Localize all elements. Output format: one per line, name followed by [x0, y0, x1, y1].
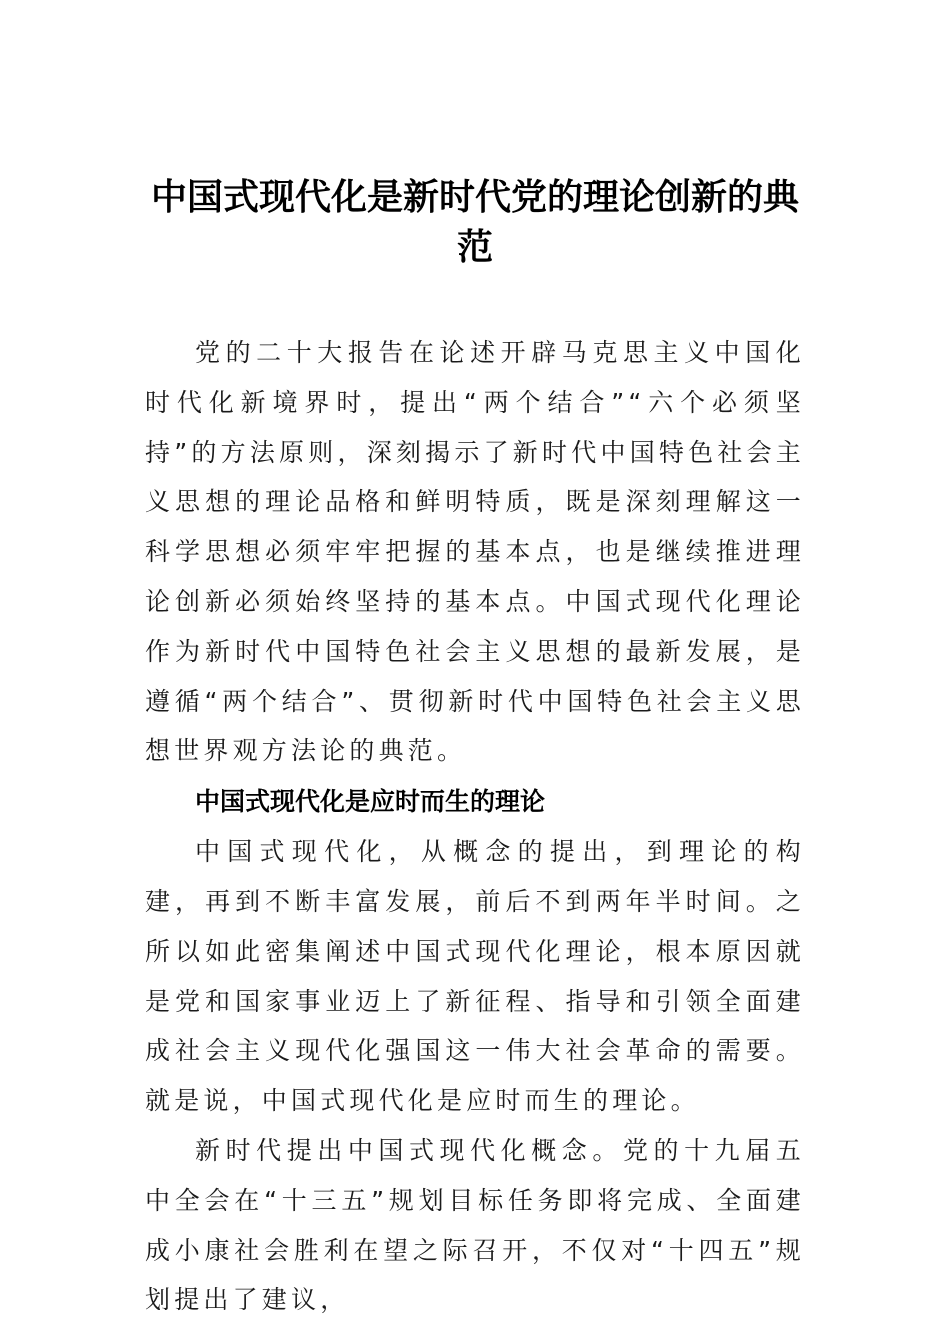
document-title: 中国式现代化是新时代党的理论创新的典范	[150, 176, 799, 268]
section-paragraph-2: 新时代提出中国式现代化概念。党的十九届五中全会在“十三五”规划目标任务即将完成、全面建成小康社会胜利在望之际召开，不仅对“十四五”规划提出了建议，	[145, 1135, 805, 1315]
section-heading: 中国式现代化是应时而生的理论	[195, 787, 546, 817]
intro-paragraph: 党的二十大报告在论述开辟马克思主义中国化时代化新境界时，提出“两个结合”“六个必须坚持”的方法原则，深刻揭示了新时代中国特色社会主义思想的理论品格和鲜明特质，既是深刻理解这一科学思想必须牢牢把握的基本点，也是继续推进理论创新必须始终坚持的基本点。中国式现代化理论作为新时代中国特色社会主义思想的最新发展，是遵循“两个结合”、贯彻新时代中国特色社会主义思想世界观方法论的典范。	[145, 338, 805, 766]
section-paragraph-1: 中国式现代化，从概念的提出，到理论的构建，再到不断丰富发展，前后不到两年半时间。之所以如此密集阐述中国式现代化理论，根本原因就是党和国家事业迈上了新征程、指导和引领全面建成社会主义现代化强国这一伟大社会革命的需要。就是说，中国式现代化是应时而生的理论。	[145, 837, 805, 1116]
document-body	[145, 328, 805, 1325]
